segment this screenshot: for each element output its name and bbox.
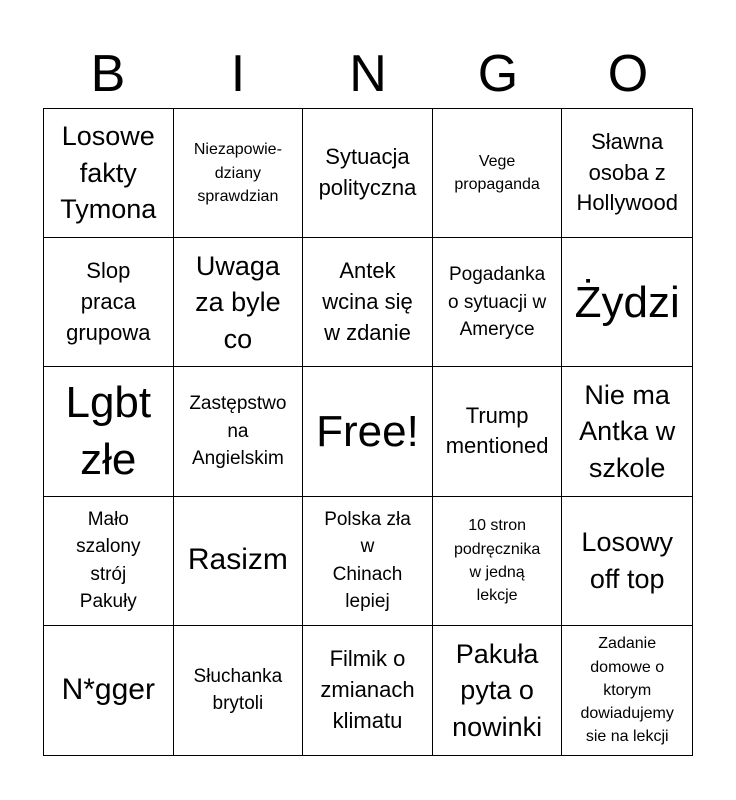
bingo-cell[interactable] [174, 367, 304, 496]
header-letter-g: G [477, 45, 519, 103]
cell-text: Mało szalony strój Pakuły [76, 508, 141, 613]
bingo-cell[interactable] [44, 497, 174, 626]
header-letter-b: B [90, 45, 126, 103]
cell-text: Filmik o zmianach klimatu [320, 646, 415, 733]
cell-text: Niezapowie- dziany sprawdzian [193, 141, 282, 205]
bingo-card [43, 108, 693, 756]
bingo-cell[interactable] [303, 626, 433, 755]
bingo-cell[interactable] [174, 238, 304, 367]
cell-text: Vege propaganda [454, 152, 540, 194]
cell-text: N*gger [61, 673, 155, 707]
bingo-cell[interactable] [303, 109, 433, 238]
bingo-cell[interactable] [433, 109, 563, 238]
cell-text: Antek wcina się w zdanie [322, 258, 413, 345]
bingo-cell[interactable] [562, 497, 692, 626]
bingo-cell[interactable] [174, 109, 304, 238]
bingo-cell[interactable] [562, 367, 692, 496]
header-letter-i: I [230, 45, 246, 103]
bingo-cell[interactable] [562, 626, 692, 755]
bingo-cell[interactable] [303, 497, 433, 626]
cell-text: 10 stron podręcznika w jedną lekcje [453, 517, 541, 604]
bingo-cell[interactable] [562, 109, 692, 238]
cell-text: Pogadanka o sytuacji w Ameryce [447, 263, 547, 341]
bingo-cell[interactable] [433, 626, 563, 755]
cell-text: Trump mentioned [445, 402, 549, 459]
bingo-cell[interactable] [174, 497, 304, 626]
cell-text: Losowy off top [581, 527, 673, 594]
cell-text: Sławna osoba z Hollywood [576, 128, 678, 216]
bingo-cell[interactable] [44, 109, 174, 238]
cell-text: Żydzi [574, 277, 680, 327]
bingo-cell[interactable] [303, 238, 433, 367]
cell-text: Losowe fakty Tymona [60, 121, 157, 225]
cell-text: Sytuacja polityczna [318, 144, 417, 201]
cell-text: Slop praca grupowa [66, 258, 151, 345]
bingo-cell[interactable] [174, 626, 304, 755]
bingo-cell[interactable] [433, 497, 563, 626]
bingo-cell[interactable] [562, 238, 692, 367]
cell-text: Nie ma Antka w szkole [579, 379, 676, 483]
cell-text: Zadanie domowe o ktorym dowiadujemy sie na lekcji [580, 635, 674, 746]
bingo-cell[interactable] [433, 367, 563, 496]
cell-text: Rasizm [187, 543, 288, 577]
header-letter-o: O [607, 45, 649, 103]
free-space-cell[interactable] [303, 367, 433, 496]
cell-text: Słuchanka brytoli [193, 665, 283, 715]
cell-text: Pakuła pyta o nowinki [452, 638, 543, 742]
bingo-cell[interactable] [44, 238, 174, 367]
bingo-cell[interactable] [44, 367, 174, 496]
cell-text: Polska zła w Chinach lepiej [324, 508, 411, 613]
header-letter-n: N [349, 45, 387, 103]
bingo-cell[interactable] [433, 238, 563, 367]
bingo-header [43, 40, 693, 108]
free-space-label: Free! [316, 406, 419, 456]
cell-text: Lgbt złe [65, 378, 152, 485]
cell-text: Zastępstwo na Angielskim [189, 393, 287, 470]
bingo-cell[interactable] [44, 626, 174, 755]
cell-text: Uwaga za byle co [195, 250, 281, 354]
